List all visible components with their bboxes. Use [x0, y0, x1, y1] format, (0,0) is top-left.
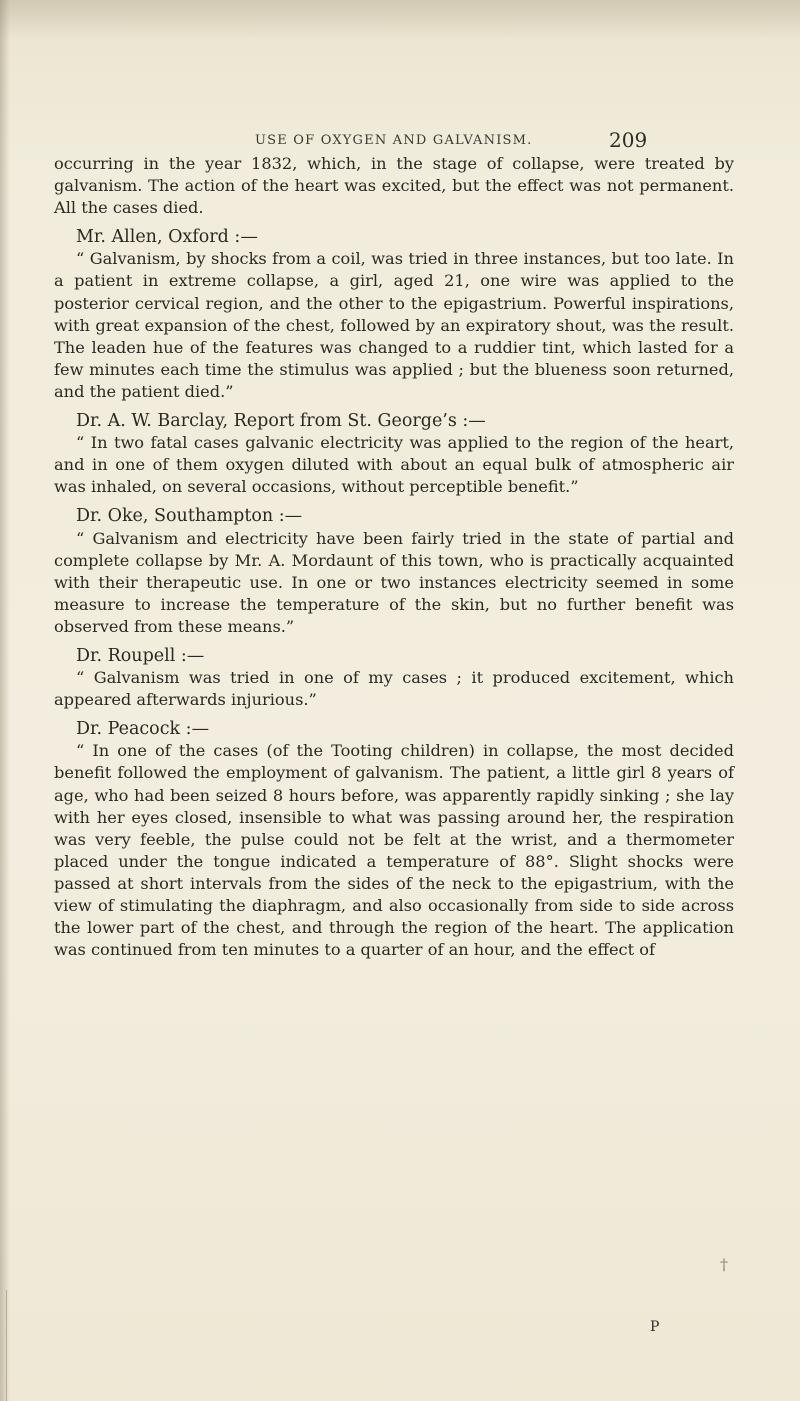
signature-mark: P [650, 1319, 660, 1335]
page-edge-line [6, 1290, 7, 1401]
running-head: USE OF OXYGEN AND GALVANISM. [255, 133, 533, 148]
speaker-oke: Dr. Oke, Southampton :— [76, 506, 303, 527]
quote-allen: “ Galvanism, by shocks from a coil, was tried in three instances, but too late. In a patient in extreme collapse, a girl, aged 21, one wire was applied to the posterior cervical region, and the other to the epigastrium. Powerful inspirations, with great expansion of the chest, followed by an expiratory shout, was the result. The leaden hue of the features was changed to a ruddier tint, which lasted for a few minutes each time the stimulus was applied ; but the blueness soon returned, and the patient died.” [54, 249, 734, 401]
spine-shadow [0, 0, 10, 1401]
quote-barclay: “ In two fatal cases galvanic electricity was applied to the region of the heart, and in one of them oxygen diluted with about an equal bulk of atmospheric air was inhaled, on several occasions, without perceptible benefit.” [54, 433, 734, 497]
speaker-roupell: Dr. Roupell :— [76, 645, 205, 666]
quote-roupell: “ Galvanism was tried in one of my cases ; it produced excitement, which appeared afterwards injurious.” [54, 668, 734, 710]
body-text [54, 153, 734, 961]
speaker-allen: Mr. Allen, Oxford :— [76, 227, 258, 248]
speaker-peacock: Dr. Peacock :— [76, 719, 210, 740]
speaker-barclay: Dr. A. W. Barclay, Report from St. George’s :— [76, 411, 486, 432]
quote-oke: “ Galvanism and electricity have been fairly tried in the state of partial and complete collapse by Mr. A. Mordaunt of this town, who is practically acquainted with their therapeutic use. In one or two instances electricity seemed in some measure to increase the temperature of the skin, but no further benefit was observed from these means.” [54, 528, 734, 636]
page-top-shadow [0, 0, 800, 40]
opening-paragraph: occurring in the year 1832, which, in the stage of collapse, were treated by galvanism. The action of the heart was excited, but the effect was not permanent. All the cases died. [54, 154, 734, 218]
page-number: 209 [609, 128, 648, 152]
quote-peacock: “ In one of the cases (of the Tooting children) in collapse, the most decided benefit followed the employment of galvanism. The patient, a little girl 8 years of age, who had been seized 8 hours before, was apparently rapidly sinking ; she lay with her eyes closed, insensible to what was passing around her, the respiration was very feeble, the pulse could not be felt at the wrist, and a thermometer placed under the tongue indicated a temperature of 88°. Slight shocks were passed at short intervals from the sides of the neck to the epigastrium, with the view of stimulating the diaphragm, and also occasionally from side to side across the lower part of the chest, and through the region of the heart. The application was continued from ten minutes to a quarter of an hour, and the effect of [54, 741, 734, 960]
margin-mark-icon: † [720, 1255, 728, 1274]
